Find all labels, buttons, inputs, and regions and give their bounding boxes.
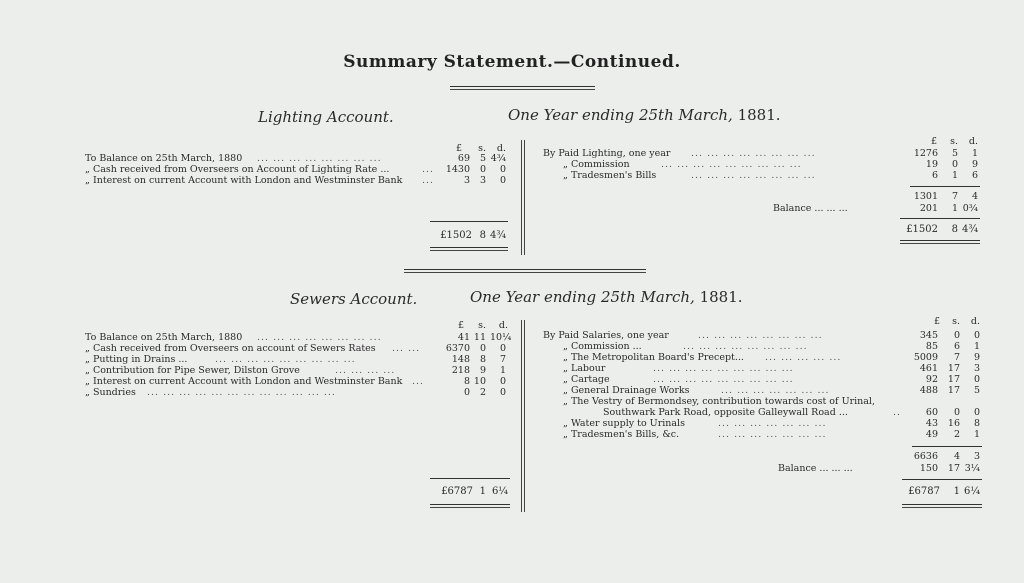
leader-dots: ... ... ... ... ... ... ... ... bbox=[698, 330, 823, 341]
amount-pence: 5 bbox=[973, 385, 980, 396]
total-shillings: 1 bbox=[953, 486, 960, 497]
amount-pence: 1 bbox=[971, 148, 978, 159]
row-description: „ Water supply to Urinals bbox=[563, 418, 685, 429]
subtotal-shillings: 4 bbox=[953, 451, 960, 462]
sewers-receipts-total-underline bbox=[430, 504, 510, 505]
leader-dots: ... ... ... ... ... ... ... ... ... bbox=[215, 354, 356, 365]
lighting-payments-header-pounds: £ bbox=[930, 136, 937, 147]
amount-shillings: 5 bbox=[479, 153, 486, 164]
leader-dots: ... ... ... ... bbox=[335, 365, 396, 376]
amount-shillings: 17 bbox=[947, 363, 960, 374]
amount-pounds: 60 bbox=[925, 407, 938, 418]
lighting-receipts-header-pounds: £ bbox=[455, 143, 462, 154]
leader-dots: ... ... ... ... ... bbox=[765, 352, 842, 363]
lighting-payments-header-pence: d. bbox=[968, 136, 978, 147]
total-shillings: 8 bbox=[479, 230, 486, 241]
balance-shillings: 17 bbox=[947, 463, 960, 474]
leader-dots: ... ... ... ... ... ... ... ... bbox=[683, 341, 808, 352]
amount-shillings: 16 bbox=[947, 418, 960, 429]
amount-pence: 1 bbox=[499, 365, 506, 376]
balance-shillings: 1 bbox=[951, 203, 958, 214]
amount-pounds: 6 bbox=[931, 170, 938, 181]
sewers-receipts-header-pence: d. bbox=[498, 320, 508, 331]
sewers-payments-header-shillings: s. bbox=[952, 316, 960, 327]
row-description: „ General Drainage Works bbox=[563, 385, 690, 396]
sewers-heading: Sewers Account. bbox=[290, 290, 418, 308]
amount-pence: 0 bbox=[499, 343, 506, 354]
balance-pounds: 150 bbox=[919, 463, 938, 474]
sewers-payments-total-underline bbox=[902, 504, 982, 505]
amount-pence: 1 bbox=[973, 341, 980, 352]
total-shillings: 8 bbox=[951, 224, 958, 235]
lighting-period-prefix: One Year ending bbox=[508, 106, 635, 124]
amount-pounds: 148 bbox=[451, 354, 470, 365]
row-description: „ Labour bbox=[563, 363, 606, 374]
amount-pence: 0 bbox=[973, 407, 980, 418]
amount-shillings: 2 bbox=[953, 429, 960, 440]
amount-shillings: 8 bbox=[479, 354, 486, 365]
amount-pence: 6 bbox=[971, 170, 978, 181]
row-description: „ Tradesmen's Bills bbox=[563, 170, 657, 181]
total-pence: 6¼ bbox=[491, 486, 508, 497]
leader-dots: ... ... ... ... ... ... ... bbox=[721, 385, 830, 396]
amount-shillings: 1 bbox=[951, 170, 958, 181]
row-description: „ Cash received from Overseers on account of Sewers Rates bbox=[85, 343, 376, 354]
amount-pence: 7 bbox=[499, 354, 506, 365]
amount-shillings: 0 bbox=[953, 330, 960, 341]
total-pounds: £6787 bbox=[908, 486, 940, 497]
section-divider-rule bbox=[404, 269, 646, 270]
leader-dots: ... ... ... ... ... ... ... ... bbox=[257, 332, 382, 343]
title-rule bbox=[450, 86, 595, 87]
amount-shillings: 0 bbox=[953, 407, 960, 418]
lighting-payments-total-rule bbox=[900, 218, 980, 219]
amount-pounds: 218 bbox=[451, 365, 470, 376]
amount-shillings: 11 bbox=[473, 332, 486, 343]
lighting-receipts-total-underline bbox=[430, 247, 508, 248]
lighting-payments-total-underline bbox=[900, 240, 980, 241]
amount-shillings: 6 bbox=[953, 341, 960, 352]
subtotal-pounds: 1301 bbox=[913, 191, 938, 202]
amount-pounds: 69 bbox=[457, 153, 470, 164]
lighting-receipts-header-pence: d. bbox=[496, 143, 506, 154]
subtotal-pence: 4 bbox=[971, 191, 978, 202]
subtotal-pence: 3 bbox=[973, 451, 980, 462]
lighting-period-year: 1881. bbox=[737, 106, 781, 124]
amount-pounds: 85 bbox=[925, 341, 938, 352]
sewers-period bbox=[470, 288, 743, 306]
total-shillings: 1 bbox=[479, 486, 486, 497]
row-description: „ Interest on current Account with London and Westminster Bank bbox=[85, 376, 403, 387]
amount-pence: 4¾ bbox=[490, 153, 506, 164]
row-description: „ Interest on current Account with London and Westminster Bank bbox=[85, 175, 403, 186]
amount-shillings: 17 bbox=[947, 385, 960, 396]
amount-pence: 3 bbox=[973, 363, 980, 374]
subtotal-pounds: 6636 bbox=[913, 451, 938, 462]
leader-dots: ... ... ... ... ... ... ... ... bbox=[691, 170, 816, 181]
leader-dots: ... ... ... ... ... ... ... ... ... bbox=[653, 363, 794, 374]
row-description: „ Commission bbox=[563, 159, 630, 170]
balance-pence: 3¼ bbox=[964, 463, 980, 474]
sewers-receipts-total-rule bbox=[430, 478, 510, 479]
sewers-payments-subtotal-rule bbox=[912, 446, 982, 447]
amount-pounds: 1276 bbox=[913, 148, 938, 159]
amount-pounds: 3 bbox=[463, 175, 470, 186]
subtotal-shillings: 7 bbox=[951, 191, 958, 202]
total-pence: 4¾ bbox=[962, 224, 979, 235]
amount-shillings: 17 bbox=[947, 374, 960, 385]
row-description: „ Contribution for Pipe Sewer, Dilston Grove bbox=[85, 365, 300, 376]
total-pence: 6¼ bbox=[964, 486, 981, 497]
amount-pounds: 49 bbox=[925, 429, 938, 440]
amount-pence: 0 bbox=[973, 374, 980, 385]
amount-pence: 10¼ bbox=[490, 332, 512, 343]
leader-dots: ... ... ... ... ... ... ... ... ... bbox=[653, 374, 794, 385]
sewers-payments-total-rule bbox=[902, 479, 982, 480]
lighting-receipts-total-rule bbox=[430, 221, 508, 222]
lighting-receipts-header-shillings: s. bbox=[478, 143, 486, 154]
lighting-payments-subtotal-rule bbox=[910, 186, 980, 187]
leader-dots: ... bbox=[422, 164, 435, 175]
leader-dots: ... ... ... ... ... ... ... ... bbox=[691, 148, 816, 159]
sewers-receipts-header-pounds: £ bbox=[457, 320, 464, 331]
leader-dots: ... bbox=[422, 175, 435, 186]
amount-shillings: 2 bbox=[479, 387, 486, 398]
amount-shillings: 0 bbox=[479, 164, 486, 175]
amount-shillings: 7 bbox=[953, 352, 960, 363]
amount-pounds: 5009 bbox=[913, 352, 938, 363]
amount-pence: 1 bbox=[973, 429, 980, 440]
lighting-period bbox=[508, 106, 781, 124]
row-description: „ Sundries bbox=[85, 387, 136, 398]
amount-shillings: 9 bbox=[479, 365, 486, 376]
row-description: „ Putting in Drains ... bbox=[85, 354, 188, 365]
amount-shillings: 5 bbox=[951, 148, 958, 159]
amount-pounds: 0 bbox=[463, 387, 470, 398]
amount-pounds: 1430 bbox=[445, 164, 470, 175]
leader-dots: ... bbox=[412, 376, 425, 387]
amount-pence: 0 bbox=[499, 164, 506, 175]
total-pence: 4¾ bbox=[490, 230, 507, 241]
lighting-heading: Lighting Account. bbox=[258, 108, 394, 126]
amount-pounds: 488 bbox=[919, 385, 938, 396]
row-description: „ Tradesmen's Bills, &c. bbox=[563, 429, 680, 440]
amount-pence: 9 bbox=[971, 159, 978, 170]
row-description: „ Cartage bbox=[563, 374, 610, 385]
row-description: „ Commission ... bbox=[563, 341, 642, 352]
row-description: Southwark Park Road, opposite Galleywall Road ... bbox=[603, 407, 848, 418]
row-description: To Balance on 25th March, 1880 bbox=[85, 332, 243, 343]
sewers-period-prefix: One Year ending bbox=[470, 288, 597, 306]
sewers-payments-header-pence: d. bbox=[970, 316, 980, 327]
total-pounds: £6787 bbox=[441, 486, 473, 497]
amount-pence: 9 bbox=[973, 352, 980, 363]
balance-label: Balance ... ... ... bbox=[778, 463, 853, 474]
sewers-period-date: 25th March, bbox=[600, 288, 695, 306]
amount-pence: 0 bbox=[973, 330, 980, 341]
row-description: By Paid Lighting, one year bbox=[543, 148, 671, 159]
leader-dots: ... ... ... ... ... ... ... bbox=[718, 429, 827, 440]
sewers-payments-header-pounds: £ bbox=[933, 316, 940, 327]
sewers-receipts-header-shillings: s. bbox=[478, 320, 486, 331]
row-description: „ The Vestry of Bermondsey, contribution towards cost of Urinal, bbox=[563, 396, 875, 407]
row-description: By Paid Salaries, one year bbox=[543, 330, 669, 341]
leader-dots: ... ... ... ... ... ... ... ... ... ... ... ... bbox=[147, 387, 336, 398]
lighting-column-divider bbox=[521, 140, 522, 255]
lighting-period-date: 25th March, bbox=[638, 106, 733, 124]
sewers-period-year: 1881. bbox=[699, 288, 743, 306]
amount-pounds: 92 bbox=[925, 374, 938, 385]
total-pounds: £1502 bbox=[440, 230, 472, 241]
leader-dots: ... ... ... ... ... ... ... ... ... bbox=[661, 159, 802, 170]
amount-pence: 0 bbox=[499, 387, 506, 398]
amount-pence: 8 bbox=[973, 418, 980, 429]
amount-pence: 0 bbox=[499, 376, 506, 387]
sewers-column-divider bbox=[521, 320, 522, 512]
leader-dots: ... ... ... ... ... ... ... ... bbox=[257, 153, 382, 164]
leader-dots: .. bbox=[893, 407, 902, 418]
balance-pounds: 201 bbox=[919, 203, 938, 214]
total-pounds: £1502 bbox=[906, 224, 938, 235]
amount-shillings: 10 bbox=[473, 376, 486, 387]
amount-pounds: 8 bbox=[463, 376, 470, 387]
amount-pounds: 6370 bbox=[445, 343, 470, 354]
amount-pence: 0 bbox=[499, 175, 506, 186]
lighting-payments-header-shillings: s. bbox=[950, 136, 958, 147]
amount-pounds: 461 bbox=[919, 363, 938, 374]
leader-dots: ... ... ... ... ... ... ... bbox=[718, 418, 827, 429]
amount-pounds: 43 bbox=[925, 418, 938, 429]
amount-pounds: 41 bbox=[457, 332, 470, 343]
amount-shillings: 0 bbox=[951, 159, 958, 170]
amount-pounds: 345 bbox=[919, 330, 938, 341]
balance-pence: 0¾ bbox=[962, 203, 978, 214]
balance-label: Balance ... ... ... bbox=[773, 203, 848, 214]
amount-shillings: 0 bbox=[479, 343, 486, 354]
row-description: To Balance on 25th March, 1880 bbox=[85, 153, 243, 164]
row-description: „ Cash received from Overseers on Account of Lighting Rate ... bbox=[85, 164, 390, 175]
leader-dots: ... ... bbox=[392, 343, 421, 354]
amount-shillings: 3 bbox=[479, 175, 486, 186]
amount-pounds: 19 bbox=[925, 159, 938, 170]
row-description: „ The Metropolitan Board's Precept... bbox=[563, 352, 744, 363]
page-title: Summary Statement.—Continued. bbox=[343, 52, 681, 72]
